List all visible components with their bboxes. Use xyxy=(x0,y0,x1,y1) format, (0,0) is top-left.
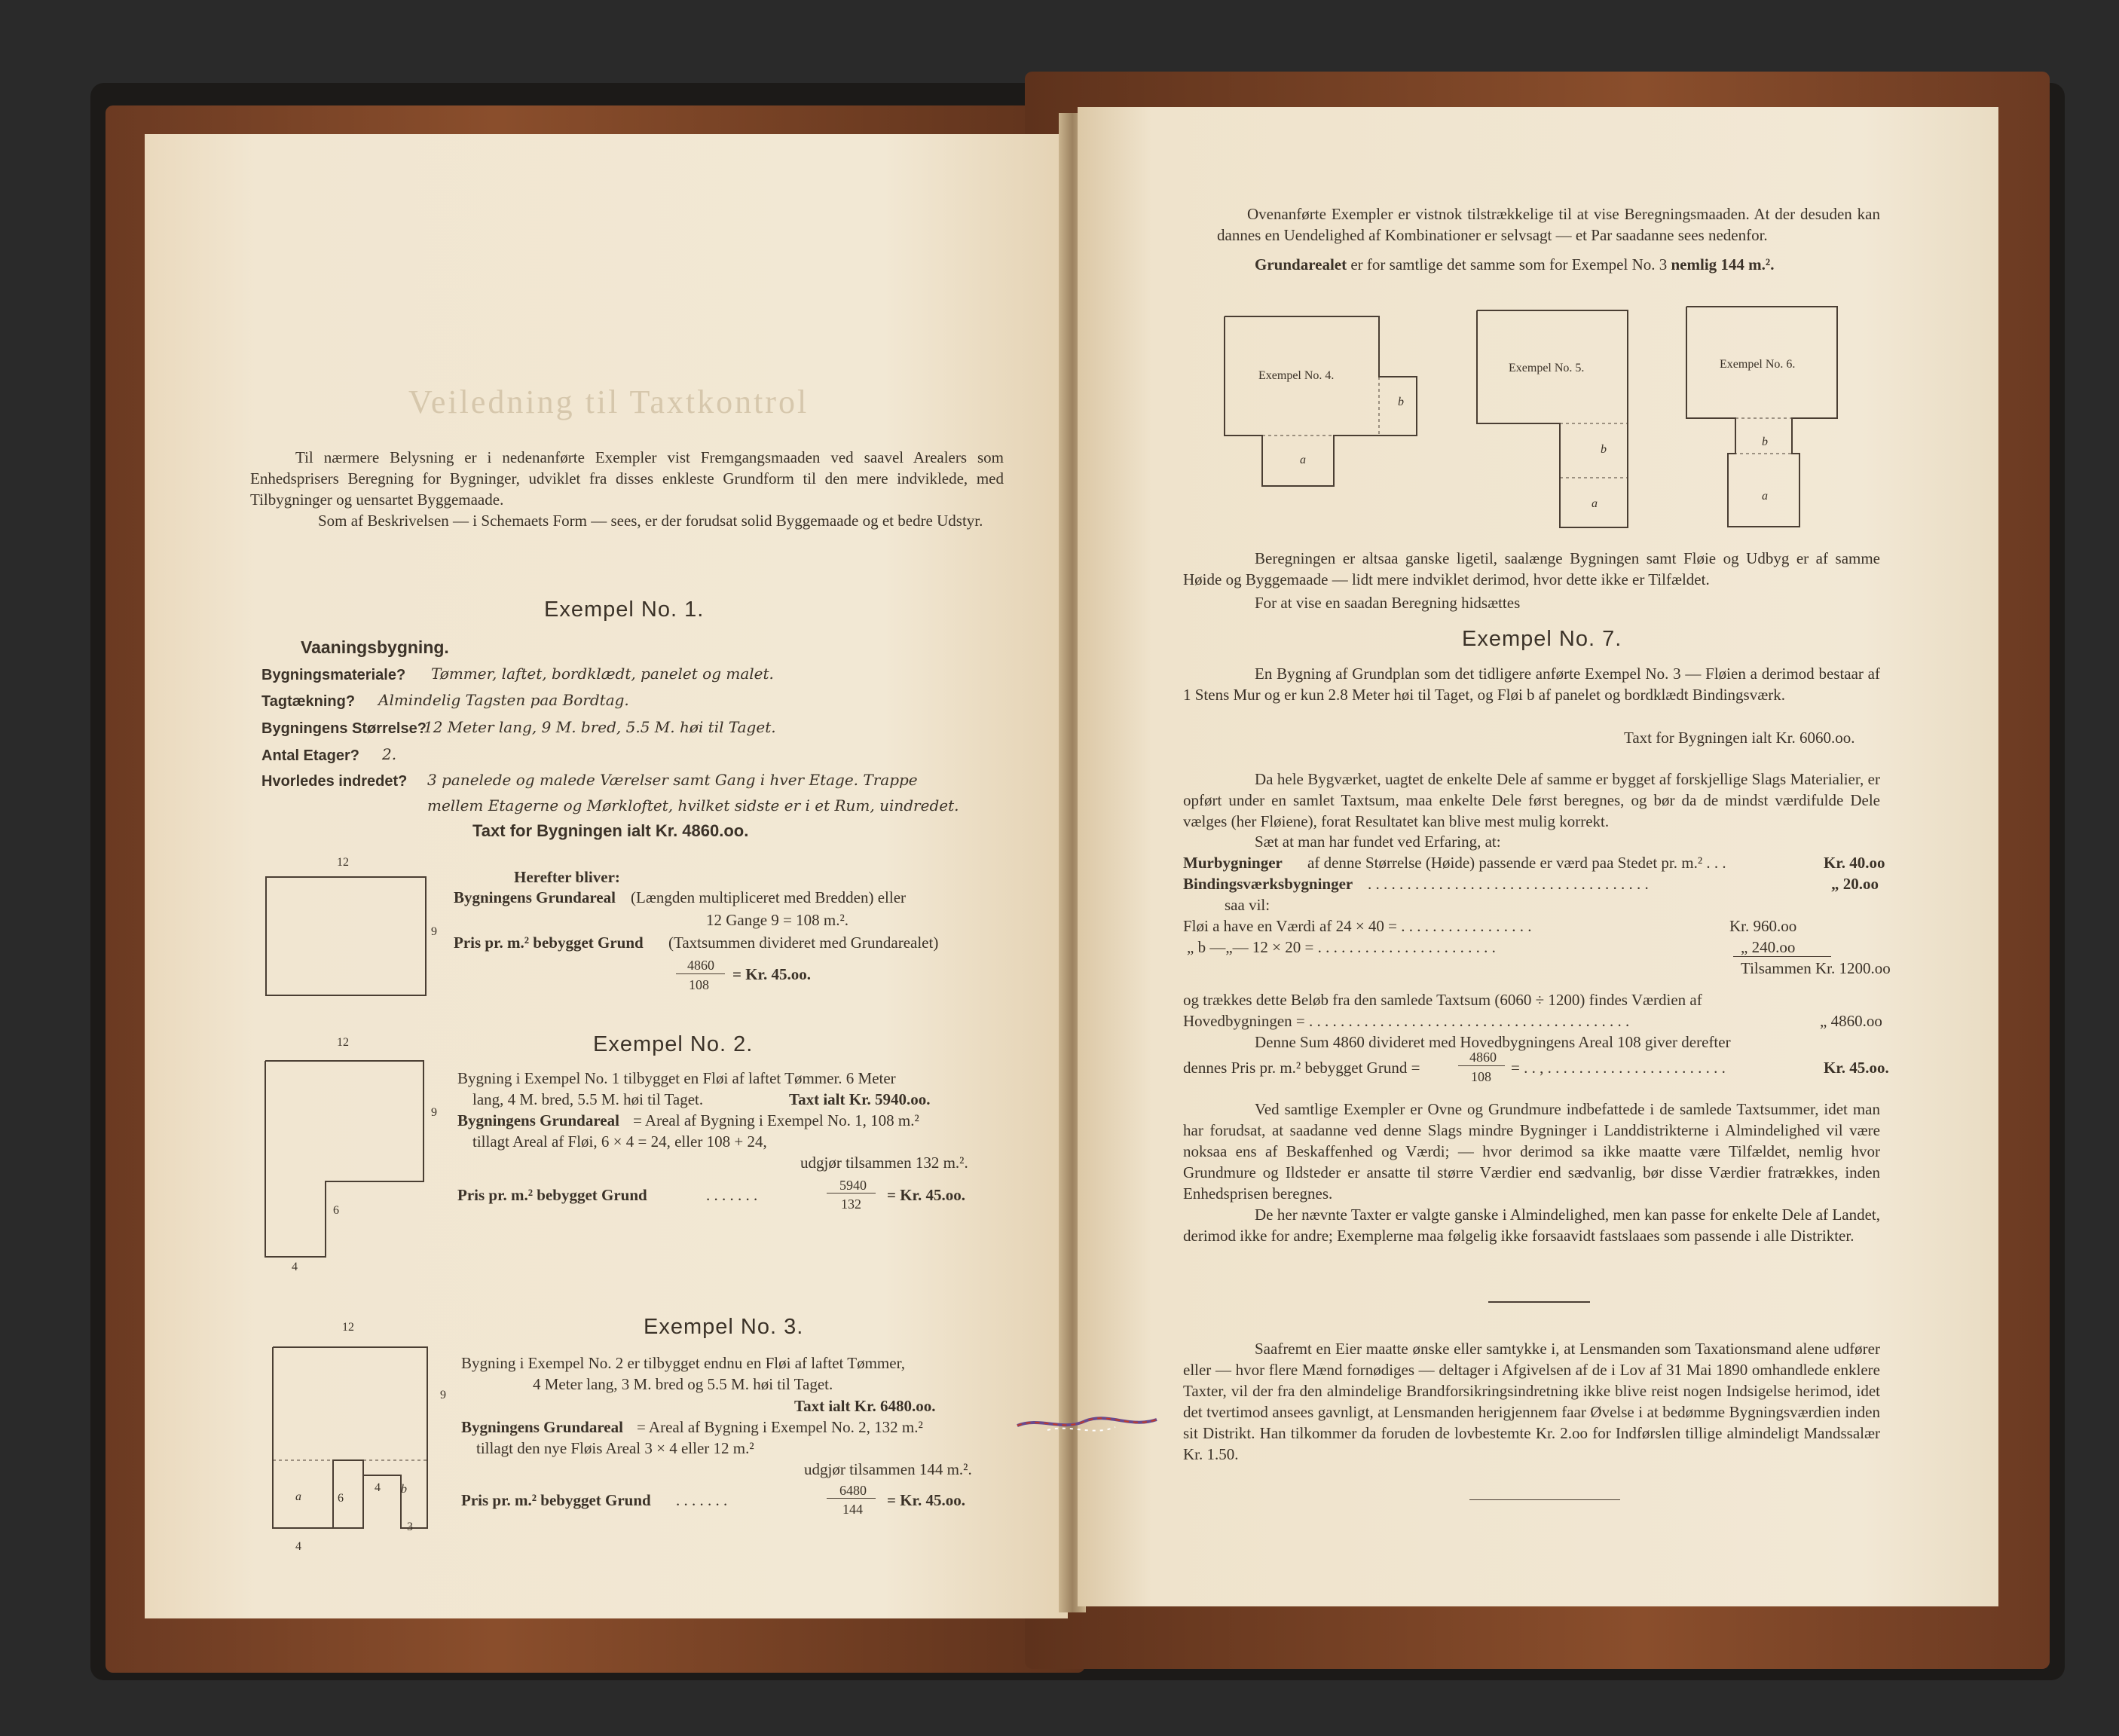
tilsammen: Tilsammen Kr. 1200.oo xyxy=(1741,959,1891,977)
ex3-line-1: Bygning i Exempel No. 2 er tilbygget endnu en Fløi af laftet Tømmer, xyxy=(461,1354,905,1372)
ex2-dim-top: 12 xyxy=(337,1036,349,1049)
ex3-dim-6: 6 xyxy=(338,1492,344,1505)
bind-label: Bindingsværksbygninger xyxy=(1183,875,1353,893)
a-material: Tømmer, laftet, bordklædt, panelet og malet. xyxy=(431,665,774,683)
ex7-taxt: Taxt for Bygningen ialt Kr. 6060.oo. xyxy=(1624,729,1855,747)
ex3-dim-b: b xyxy=(401,1483,407,1496)
paragraph-lensmand: Saafremt en Eier maatte ønske eller samtykke i, at Lensmanden som Taxationsmand alene udfører eller — hvor flere Mænd fornødiges — deltager i Afgivelsen af de i Lov af 31 Mai 1890 omhandlede enklere Taxter, vil der fra den almindelige Brandforsikringsindretning ikke blive reist nogen Indsigelse herimod, idet det tvertimod ansees gavnligt, at Lensmanden herigjennem faar Øvelse i at bedømme Bygningsværdien inden sit Distrikt. Han tilkommer da foruden de lovbestemte Kr. 2.oo for Indførslen tillige almindeligt Mandssalær Kr. 1.50. xyxy=(1183,1340,1880,1463)
ex4-plan xyxy=(1225,316,1420,490)
mur-value: Kr. 40.oo xyxy=(1824,854,1885,872)
ex2-line-5: udgjør tilsammen 132 m.². xyxy=(800,1154,968,1172)
ex1-pris: Pris pr. m.² bebygget Grund xyxy=(454,934,644,952)
ex7-paragraph-3: Da hele Bygværket, uagtet de enkelte Dele af samme er bygget af forskjellige Slags Materialier, er opført under en samlet Taxtsum, maa enkelte Dele først beregnes, og bør da de mindst værdifulde Dele vælges (her Fløiene), forat Resultatet kan blive mest mulig korrekt. xyxy=(1183,770,1880,830)
ex7-fraction-bar xyxy=(1458,1065,1505,1066)
ex5-label: Exempel No. 5. xyxy=(1509,362,1585,374)
bind-value: „ 20.oo xyxy=(1831,875,1879,893)
ex3-dim-4: 4 xyxy=(295,1540,301,1553)
ex6-label: Exempel No. 6. xyxy=(1720,358,1796,371)
ex7-fraction-den: 108 xyxy=(1471,1069,1491,1084)
ex3-dim-right: 9 xyxy=(440,1389,446,1401)
ex3-line-5: udgjør tilsammen 144 m.². xyxy=(804,1460,972,1478)
ex3-fraction-num: 6480 xyxy=(839,1483,867,1498)
ex7-paragraph-5: og trækkes dette Beløb fra den samlede Taxtsum (6060 ÷ 1200) findes Værdien af xyxy=(1183,991,1702,1009)
ex2-line-2: lang, 4 M. bred, 5.5 M. høi til Taget. xyxy=(472,1090,704,1108)
ex7-result: Kr. 45.oo. xyxy=(1824,1059,1889,1077)
intro-right: Ovenanførte Exempler er vistnok tilstrækkelige til at vise Beregningsmaaden. At der desuden kan dannes en Uendelighed af Kombinationer er selvsagt — et Par saadanne sees nedenfor. xyxy=(1217,205,1880,244)
bind-dots: . . . . . . . . . . . . . . . . . . . . . . . . . . . . . . . . . . . . xyxy=(1368,875,1649,893)
building-type: Vaaningsbygning. xyxy=(301,637,449,657)
a-interior-2: mellem Etagerne og Mørkloftet, hvilket sidste er i et Rum, uindredet. xyxy=(427,796,959,815)
ex2-dots: . . . . . . . xyxy=(706,1186,758,1204)
exempel-1-title: Exempel No. 1. xyxy=(544,598,705,622)
ex1-fraction-den: 108 xyxy=(689,977,709,992)
ex2-line-4: tillagt Areal af Fløi, 6 × 4 = 24, eller 108 + 24, xyxy=(472,1132,767,1151)
ex1-grundareal-desc: (Længden multipliceret med Bredden) eller xyxy=(631,888,907,906)
hovedbyg-value: „ 4860.oo xyxy=(1820,1012,1882,1030)
ex2-line-1: Bygning i Exempel No. 1 tilbygget en Fløi af laftet Tømmer. 6 Meter xyxy=(457,1069,896,1087)
a-floors: 2. xyxy=(382,745,397,763)
ex1-grundareal: Bygningens Grundareal xyxy=(454,888,616,906)
ex3-fraction-den: 144 xyxy=(842,1502,863,1517)
faint-heading: Veiledning til Taxtkontrol xyxy=(408,384,809,420)
q-interior: Hvorledes indredet? xyxy=(261,773,408,790)
ex2-grund-desc: = Areal af Bygning i Exempel No. 1, 108 m.² xyxy=(633,1111,919,1129)
ex2-fraction-bar xyxy=(827,1193,876,1194)
ex5-a: a xyxy=(1592,497,1598,510)
ex7-paragraph-6: Denne Sum 4860 divideret med Hovedbygningens Areal 108 giver derefter xyxy=(1255,1033,1731,1051)
ex2-grund: Bygningens Grundareal xyxy=(457,1111,619,1129)
ex5-b: b xyxy=(1601,443,1607,456)
ex6-b: b xyxy=(1762,436,1768,448)
ex7-paragraph-4: Sæt at man har fundet ved Erfaring, at: xyxy=(1255,833,1501,851)
grundareal-end: nemlig 144 m.². xyxy=(1671,255,1775,274)
ex4-label: Exempel No. 4. xyxy=(1258,369,1335,382)
ex1-dim-right: 9 xyxy=(431,925,437,938)
ex1-fraction-num: 4860 xyxy=(687,958,714,973)
paragraph-beregning: Beregningen er altsaa ganske ligetil, saalænge Bygningen samt Fløie og Udbyg er af samme Høide og Byggemaade — lidt mere indviklet derimod, hvor dette ikke er Tilfældet. xyxy=(1183,549,1880,588)
ex3-line-4: tillagt den nye Fløis Areal 3 × 4 eller 12 m.² xyxy=(476,1439,754,1457)
paragraph-hidsaettes: For at vise en saadan Beregning hidsættes xyxy=(1255,594,1521,612)
intro-paragraph-2: Som af Beskrivelsen — i Schemaets Form — sees, er der forudsat solid Byggemaade og et bedre Udstyr. xyxy=(318,512,983,530)
ex4-a: a xyxy=(1300,454,1306,466)
ex1-dim-top: 12 xyxy=(337,856,349,869)
a-roof: Almindelig Tagsten paa Bordtag. xyxy=(378,691,629,709)
ex1-pris-result: = Kr. 45.oo. xyxy=(732,965,811,983)
a-size: 12 Meter lang, 9 M. bred, 5.5 M. høi til Taget. xyxy=(423,718,776,736)
ex7-paragraph-7: dennes Pris pr. m.² bebygget Grund = xyxy=(1183,1059,1420,1077)
ex2-pris: Pris pr. m.² bebygget Grund xyxy=(457,1186,647,1204)
mur-label: Murbygninger xyxy=(1183,854,1283,872)
ex2-dim-4: 4 xyxy=(292,1261,298,1273)
exempel-7-title: Exempel No. 7. xyxy=(1462,627,1622,651)
grundareal-line xyxy=(1255,255,1774,274)
ex2-dim-right: 9 xyxy=(431,1106,437,1119)
floi-b-line: „ b —„— 12 × 20 = . . . . . . . . . . . . . . . . . . . . . . . xyxy=(1187,938,1496,956)
ex3-fraction-bar xyxy=(827,1498,876,1499)
ex2-fraction-num: 5940 xyxy=(839,1178,867,1193)
ex2-dim-6: 6 xyxy=(333,1204,339,1217)
herefter: Herefter bliver: xyxy=(514,868,620,886)
floi-a-value: Kr. 960.oo xyxy=(1729,917,1797,935)
ex3-dim-3: 3 xyxy=(407,1521,413,1533)
grundareal-bold: Grundarealet xyxy=(1255,255,1347,274)
paragraph-taxter: De her nævnte Taxter er valgte ganske i Almindelighed, men kan passe for enkelte Dele af Landet, derimod ikke for andre; Exemplerne maa følgelig ikke forsaavidt fastslaaes som passende i alle Distrikter. xyxy=(1183,1206,1880,1245)
q-roof: Tagtækning? xyxy=(261,693,356,710)
ex3-taxt: Taxt ialt Kr. 6480.oo. xyxy=(794,1397,936,1415)
ex3-pris-result: = Kr. 45.oo. xyxy=(887,1491,965,1509)
ex5-plan xyxy=(1477,310,1643,529)
a-interior-1: 3 panelede og malede Værelser samt Gang i hver Etage. Trappe xyxy=(427,771,918,789)
ex1-pris-desc: (Taxtsummen divideret med Grundarealet) xyxy=(668,934,939,952)
ex3-grund-desc: = Areal af Bygning i Exempel No. 2, 132 m.² xyxy=(637,1418,923,1436)
q-floors: Antal Etager? xyxy=(261,747,360,764)
ex7-fraction-num: 4860 xyxy=(1469,1050,1497,1065)
ex3-dots: . . . . . . . xyxy=(676,1491,728,1509)
hovedbyg-line: Hovedbygningen = . . . . . . . . . . . . . . . . . . . . . . . . . . . . . . . . . . . . . . . . . xyxy=(1183,1012,1630,1030)
section-divider xyxy=(1488,1301,1590,1303)
ex3-dim-a: a xyxy=(295,1490,301,1503)
q-material: Bygningsmateriale? xyxy=(261,667,406,683)
q-size: Bygningens Størrelse? xyxy=(261,720,427,737)
ex7-dots: = . . , . . . . . . . . . . . . . . . . . . . . . . . xyxy=(1511,1059,1726,1077)
exempel-2-title: Exempel No. 2. xyxy=(593,1032,754,1056)
ex1-fraction-bar xyxy=(676,973,725,974)
ex6-a: a xyxy=(1762,490,1768,503)
paragraph-ovne: Ved samtlige Exempler er Ovne og Grundmure indbefattede i de samlede Taxtsummer, idet man har forudsat, at saadanne ved denne Slags mindre Bygninger i Landdistrikterne i Almindelighed vil være noksaa ens af Beskaffenhed og Værdi; — hvor derimod sa ikke maatte være Tilfældet, nemlig hvor Grundmure og Ildsteder er ansatte til større Værdier end sædvanlig, bør disse Værdier fratrækkes, inden Enhedsprisen beregnes. xyxy=(1183,1100,1880,1203)
ex4-b: b xyxy=(1398,396,1404,408)
saa-vil: saa vil: xyxy=(1225,896,1270,914)
sum-rule xyxy=(1733,956,1831,957)
mur-desc: af denne Størrelse (Høide) passende er værd paa Stedet pr. m.² . . . xyxy=(1307,854,1726,872)
floi-b-value: „ 240.oo xyxy=(1741,938,1796,956)
intro-paragraph: Til nærmere Belysning er i nedenanførte Exempler vist Fremgangsmaaden ved saavel Arealers som Enhedsprisers Beregning for Bygninger, udviklet fra disses enkleste Grundform til den mere indviklede, med Tilbygninger og uensartet Byggemaade. xyxy=(250,448,1004,509)
ex1-grundareal-calc: 12 Gange 9 = 108 m.². xyxy=(706,911,849,929)
ex3-line-2: 4 Meter lang, 3 M. bred og 5.5 M. høi til Taget. xyxy=(533,1375,833,1393)
left-page xyxy=(145,134,1068,1618)
ex2-fraction-den: 132 xyxy=(841,1197,861,1212)
exempel-3-title: Exempel No. 3. xyxy=(644,1315,804,1339)
ex2-taxt: Taxt ialt Kr. 5940.oo. xyxy=(789,1090,931,1108)
ex3-pris: Pris pr. m.² bebygget Grund xyxy=(461,1491,651,1509)
end-rule xyxy=(1469,1499,1620,1500)
ex1-taxt: Taxt for Bygningen ialt Kr. 4860.oo. xyxy=(472,821,749,840)
ex3-grund: Bygningens Grundareal xyxy=(461,1418,623,1436)
grundareal-text: er for samtlige det samme som for Exempel No. 3 xyxy=(1350,255,1668,274)
ex3-dim-top: 12 xyxy=(342,1321,354,1334)
ex1-plan xyxy=(265,876,427,996)
floi-a-line: Fløi a have en Værdi af 24 × 40 = . . . . . . . . . . . . . . . . . xyxy=(1183,917,1532,935)
ex3-dim-4a: 4 xyxy=(375,1481,381,1494)
ex7-paragraph: En Bygning af Grundplan som det tidligere anførte Exempel No. 3 — Fløien a derimod bestaar af 1 Stens Mur og er kun 2.8 Meter høi til Taget, og Fløi b af panelet og bordklædt Bindingsværk. xyxy=(1183,665,1880,704)
right-page xyxy=(1078,107,1998,1606)
binding-thread xyxy=(1017,1409,1160,1439)
ex2-pris-result: = Kr. 45.oo. xyxy=(887,1186,965,1204)
ex2-plan xyxy=(265,1061,431,1257)
